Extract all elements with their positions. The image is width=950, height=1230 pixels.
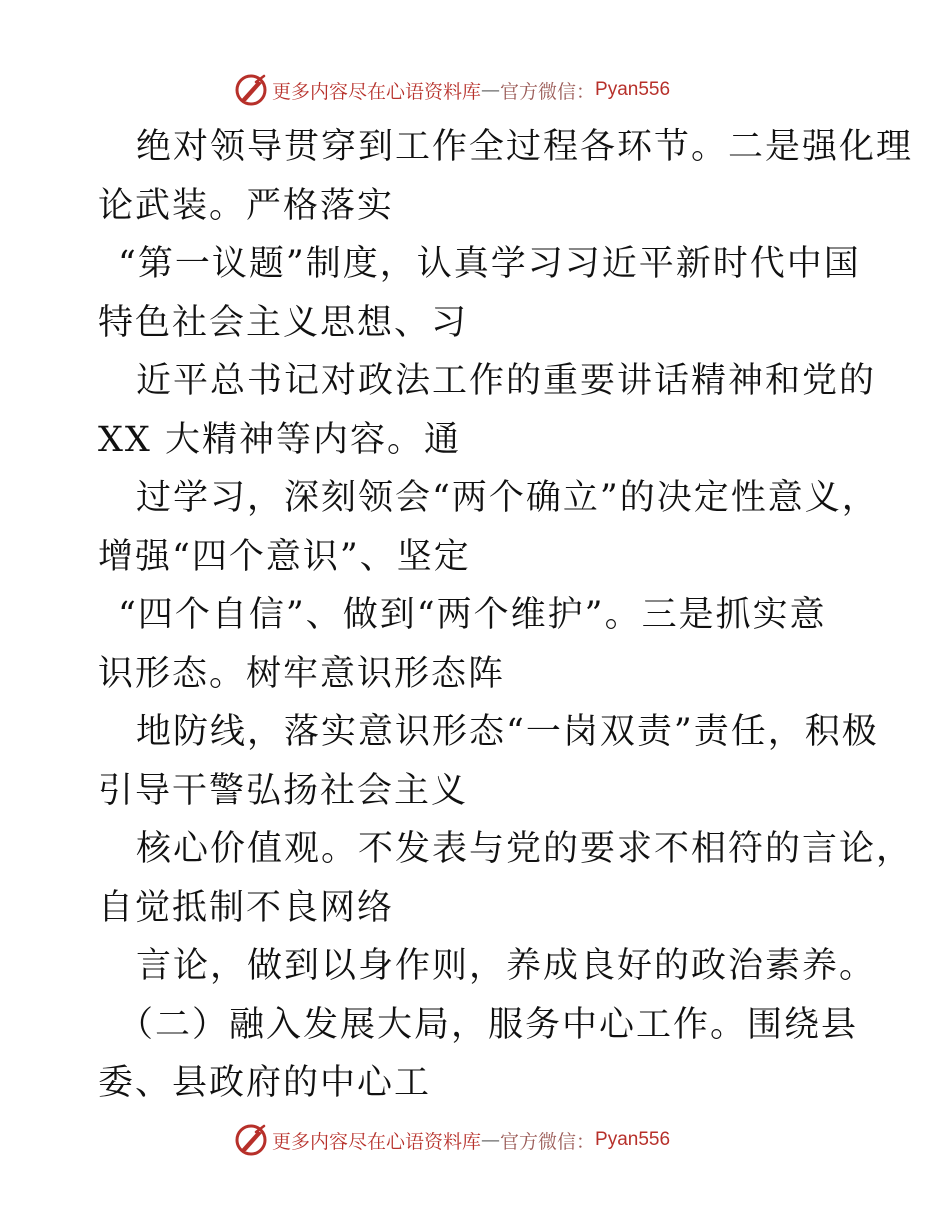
banner-official-label: 官方微信： (500, 80, 596, 103)
footer-watermark-banner (234, 1120, 670, 1160)
body-line-15: 言论，做到以身作则，养成良好的政治素养。 (136, 946, 877, 986)
body-line-14: 自觉抵制不良网络 (98, 887, 395, 928)
body-line-12: 引导干警弘扬社会主义 (98, 770, 469, 811)
body-line-17: 委、县政府的中心工 (98, 1063, 432, 1103)
body-line-8: 增强“四个意识”、坚定 (98, 536, 471, 577)
body-line-6: XX 大精神等内容。通 (98, 419, 461, 460)
body-line-1: 绝对领导贯穿到工作全过程各环节。二是强化理 (136, 127, 914, 167)
banner-wechat-id: Pyan556 (595, 1129, 671, 1150)
banner-separator: — (481, 79, 501, 101)
banner-separator: — (481, 1129, 501, 1151)
body-line-11: 地防线，落实意识形态“一岗双责”责任，积极 (136, 712, 879, 752)
body-line-5: 近平总书记对政法工作的重要讲话精神和党的 (136, 361, 877, 401)
body-line-16: （二）融入发展大局，服务中心工作。围绕县 (118, 1004, 859, 1045)
banner-brand-text: 更多内容尽在心语资料库 (272, 1130, 482, 1153)
body-line-4: 特色社会主义思想、习 (98, 302, 469, 343)
body-line-3: “第一议题”制度，认真学习习近平新时代中国 (118, 244, 861, 284)
banner-official-label: 官方微信： (500, 1130, 596, 1153)
document-body (98, 118, 914, 1113)
banner-wechat-id: Pyan556 (595, 79, 671, 100)
body-line-9: “四个自信”、做到“两个维护”。三是抓实意 (118, 595, 827, 635)
body-line-7: 过学习，深刻领会“两个确立”的决定性意义， (136, 478, 879, 518)
body-line-2: 论武装。严格落实 (98, 185, 395, 226)
body-line-10: 识形态。树牢意识形态阵 (98, 653, 506, 694)
quill-pen-logo-icon (234, 1123, 268, 1157)
banner-brand-text: 更多内容尽在心语资料库 (272, 80, 482, 103)
quill-pen-logo-icon (234, 73, 268, 107)
body-line-13: 核心价值观。不发表与党的要求不相符的言论， (136, 829, 914, 869)
header-watermark-banner (234, 70, 670, 110)
